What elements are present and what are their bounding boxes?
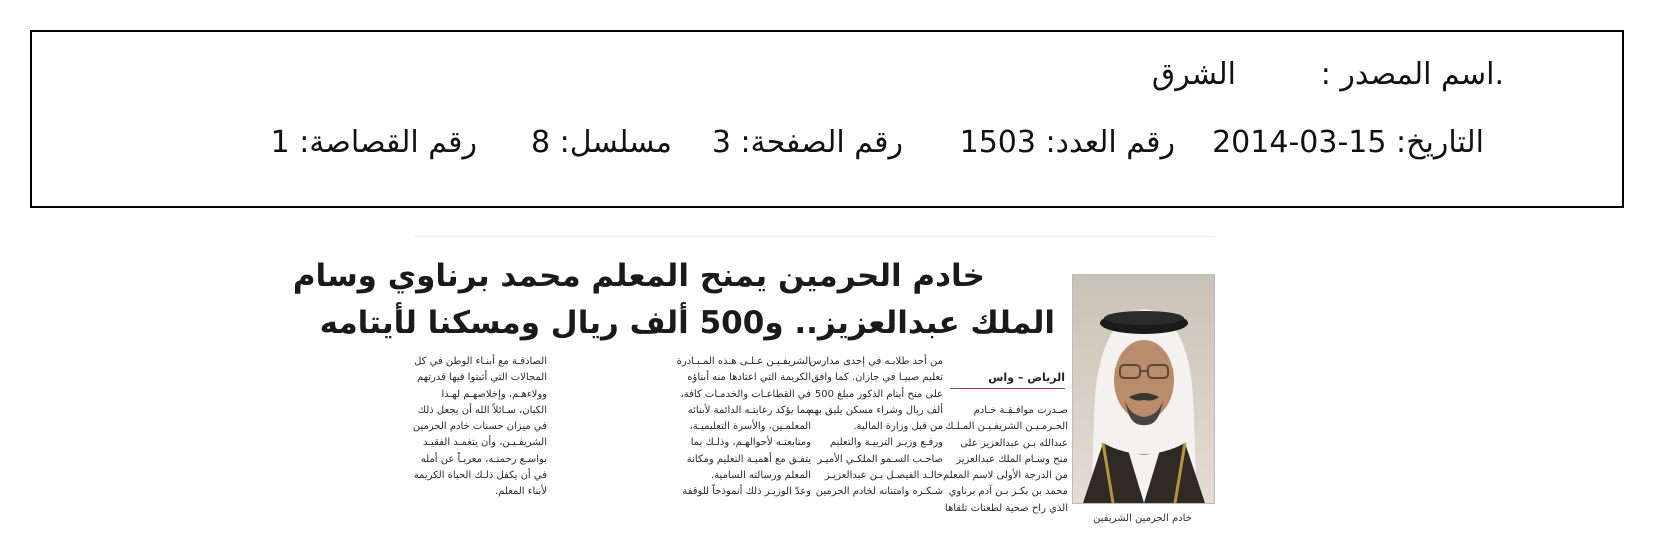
source-label: .اسم المصدر : (1320, 57, 1504, 92)
clip-number-field: رقم القصاصة: 1 (270, 125, 477, 160)
byline: الرياض – واس (950, 371, 1065, 389)
article-column-4 (412, 354, 547, 501)
page-number-field: رقم الصفحة: 3 (711, 125, 903, 160)
photo-caption: خادم الحرمين الشريفين (1093, 513, 1192, 524)
article-text-line: لأبناء المعلم. (494, 486, 547, 498)
article-text-line: شـكـره وامتنانه لخادم الحرمين (815, 486, 943, 498)
article-text-line: يتفـق مع أهميـة التعليم ومكانة (686, 453, 811, 465)
article-column-3 (676, 354, 811, 501)
article-text-line: ورفـع وزيـر التربيـة والتعليم (829, 437, 943, 449)
article-column-1 (943, 403, 1068, 517)
headline-line-1: خادم الحرمين يمنح المعلم محمد برناوي وسام (292, 258, 985, 294)
article-text-line: محمد بن بكـر بـن آدم برناوي (948, 486, 1068, 498)
portrait-photo (1072, 274, 1215, 504)
article-text-line: وولاءهـم، وإخلاصهـم لهـذا (441, 388, 547, 400)
article-text-line: الشريفـيـن، وأن يتغمـد الفقيـد (422, 437, 547, 449)
article-text-line: صاحـب السـمو الملكـي الأميـر (817, 453, 943, 465)
article-column-2 (807, 354, 943, 501)
article-text-line: الشريفـيـن عـلـى هـذه المـبـادرة (676, 356, 811, 367)
date-field: التاريخ: 15-03-2014 (1212, 125, 1484, 160)
source-value: الشرق (1151, 57, 1236, 92)
article-text-line: تعليم صبيـا في جازان. كما وافق (811, 372, 943, 384)
article-text-line: الكريمة التي اعتادها منه أبناؤه (687, 372, 811, 384)
article-text-line: المجالات التي أثبتوا فيها قدرتهم (416, 372, 547, 384)
article-text-line: وعدّ الوزيـر ذلك أنموذجاً للوقفة (682, 486, 811, 498)
article-text-line: في القطاعـات والخدمـات كافة، (680, 388, 811, 400)
article-text-line: على منح أيتام الذكور مبلغ 500 (814, 388, 943, 400)
headline-line-2: الملك عبدالعزيز.. و500 ألف ريال ومسكنا لأيتامه (319, 305, 1055, 341)
serial-field: مسلسل: 8 (531, 125, 672, 160)
article-text-line: الحـرمـيـن الشريفـيـن المـلـك (945, 421, 1068, 433)
article-text-line: خالـد الفيصـل بـن عبدالعزيـز (824, 470, 943, 482)
clip-metadata-box (30, 30, 1624, 208)
article-text-line: الكيان، سـائلاً الله أن يجعل ذلك (417, 404, 547, 416)
article-text-line: عبدالله بـن عبدالعزيز على (960, 437, 1068, 449)
newspaper-clipping (292, 236, 1215, 551)
article-text-line: من الدرجة الأولى لاسم المعلم (943, 470, 1068, 482)
article-text-line: بواسـع رحمتـه، معربـاً عن أمله (420, 453, 547, 465)
article-text-line: ومتابعتـه لأحوالهـم، وذلـك بما (690, 437, 811, 449)
article-text-line: صـدرت موافـقـة خـادم (973, 405, 1068, 416)
article-text-line: المعلمـين، والأسرة التعليميـة، (689, 421, 811, 433)
article-text-line: في أن يكفل ذلـك الحياة الكريمة (413, 470, 547, 482)
article-text-line: منح وسـام الملك عبدالعزيز (956, 453, 1068, 465)
article-text-line: المعلم ورسالته السامية. (711, 470, 811, 482)
portrait-illustration (1073, 275, 1214, 503)
article-text-line: الصادقـة مع أبنـاء الوطن في كل (414, 356, 547, 367)
article-text-line: من قبل وزارة المالية. (853, 421, 943, 433)
article-text-line: ألف ريال وشراء مسكن يليق بهم (807, 404, 943, 416)
article-text-line: الذي راح ضحية لطعنات تلقاها (944, 502, 1068, 514)
article-text-line: من أحد طلابـه في إحدى مدارس (809, 356, 943, 367)
article-text-line: في ميزان حسنات خادم الحرمين (412, 421, 547, 433)
article-text-line: مما يؤكد رعايتـه الدائمة لأبنائه (687, 404, 811, 416)
issue-number-field: رقم العدد: 1503 (959, 125, 1175, 160)
